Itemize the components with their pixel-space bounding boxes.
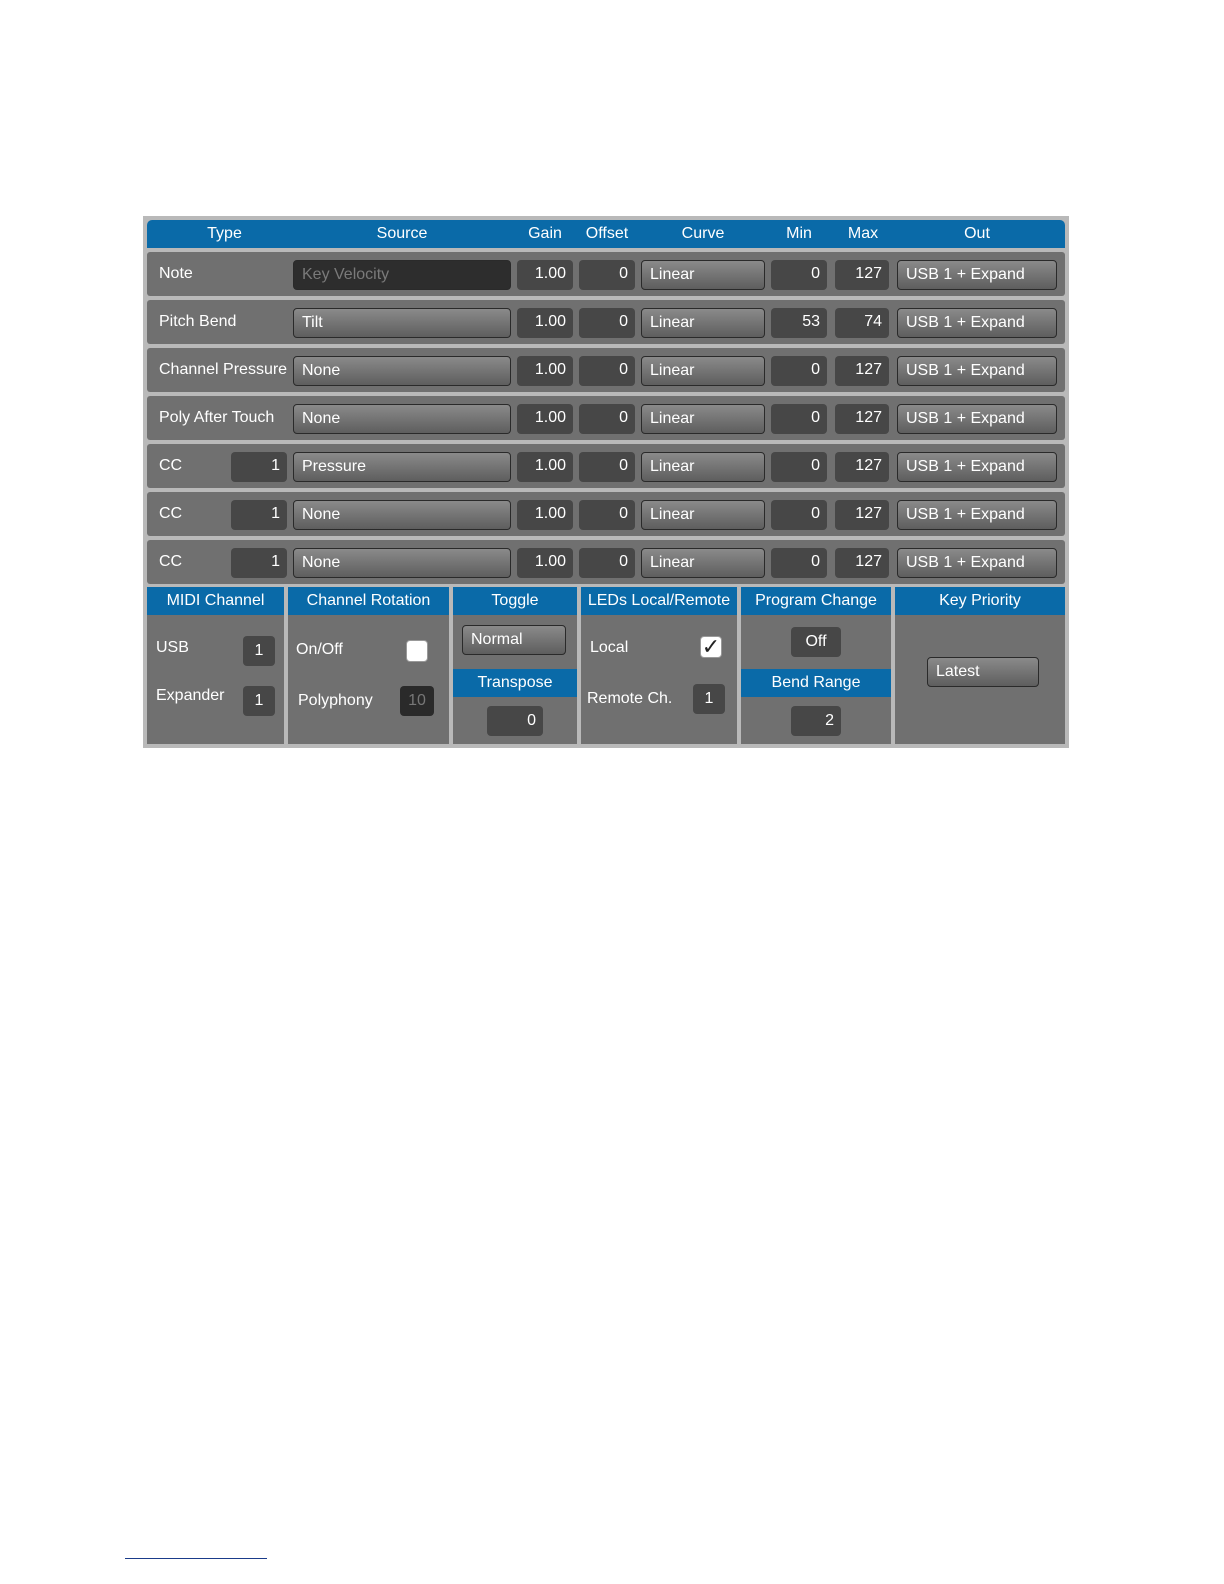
max-field[interactable]: 74: [835, 308, 889, 338]
curve-dropdown[interactable]: Linear: [641, 356, 765, 386]
row-type-label: Pitch Bend: [159, 313, 237, 330]
table-header: [147, 220, 1065, 248]
out-dropdown[interactable]: USB 1 + Expand: [897, 260, 1057, 290]
offset-field[interactable]: 0: [579, 452, 635, 482]
usb-channel-field[interactable]: 1: [243, 636, 275, 666]
row-type-label: Channel Pressure: [159, 361, 288, 378]
key-priority-dropdown[interactable]: Latest: [927, 657, 1039, 687]
min-field[interactable]: 0: [771, 500, 827, 530]
local-checkbox[interactable]: ✓: [701, 634, 721, 659]
out-dropdown[interactable]: USB 1 + Expand: [897, 356, 1057, 386]
offset-field[interactable]: 0: [579, 500, 635, 530]
midi-settings-panel: [143, 216, 1069, 748]
table-row: [147, 300, 1065, 344]
curve-dropdown[interactable]: Linear: [641, 548, 765, 578]
col-header-min: Min: [786, 225, 812, 242]
table-row: [147, 252, 1065, 296]
gain-field[interactable]: 1.00: [517, 500, 573, 530]
out-dropdown[interactable]: USB 1 + Expand: [897, 308, 1057, 338]
row-type-label: CC: [159, 457, 183, 474]
max-field[interactable]: 127: [835, 500, 889, 530]
program-change-field[interactable]: Off: [791, 627, 841, 657]
table-row: [147, 444, 1065, 488]
table-row: [147, 348, 1065, 392]
max-field[interactable]: 127: [835, 452, 889, 482]
expander-label: Expander: [156, 687, 225, 704]
source-dropdown[interactable]: None: [293, 404, 511, 434]
polyphony-label: Polyphony: [298, 692, 373, 709]
gain-field[interactable]: 1.00: [517, 548, 573, 578]
source-dropdown[interactable]: None: [293, 500, 511, 530]
min-field[interactable]: 0: [771, 548, 827, 578]
source-dropdown[interactable]: None: [293, 548, 511, 578]
offset-field[interactable]: 0: [579, 404, 635, 434]
footnote-rule: [125, 1558, 267, 1559]
out-dropdown[interactable]: USB 1 + Expand: [897, 548, 1057, 578]
transpose-field[interactable]: 0: [487, 706, 543, 736]
curve-dropdown[interactable]: Linear: [641, 308, 765, 338]
min-field[interactable]: 0: [771, 404, 827, 434]
expander-channel-field[interactable]: 1: [243, 686, 275, 716]
curve-dropdown[interactable]: Linear: [641, 260, 765, 290]
program-change-title: Program Change: [741, 587, 891, 615]
row-type-label: CC: [159, 505, 183, 522]
toggle-section: [453, 587, 577, 744]
offset-field[interactable]: 0: [579, 308, 635, 338]
leds-title: LEDs Local/Remote: [581, 587, 737, 615]
row-type-label: Poly After Touch: [159, 409, 275, 426]
leds-section: [581, 587, 737, 744]
row-type-label: Note: [159, 265, 193, 282]
min-field[interactable]: 53: [771, 308, 827, 338]
channel-rotation-section: [288, 587, 449, 744]
table-row: [147, 492, 1065, 536]
transpose-title: Transpose: [453, 669, 577, 697]
col-header-source: Source: [376, 225, 428, 242]
local-label: Local: [590, 639, 629, 656]
cc-number-field[interactable]: 1: [231, 500, 287, 530]
offset-field[interactable]: 0: [579, 260, 635, 290]
gain-field[interactable]: 1.00: [517, 308, 573, 338]
curve-dropdown[interactable]: Linear: [641, 452, 765, 482]
row-type-label: CC: [159, 553, 183, 570]
usb-label: USB: [156, 639, 189, 656]
remote-channel-field[interactable]: 1: [693, 684, 725, 714]
key-priority-title: Key Priority: [895, 587, 1065, 615]
gain-field[interactable]: 1.00: [517, 356, 573, 386]
min-field[interactable]: 0: [771, 356, 827, 386]
gain-field[interactable]: 1.00: [517, 404, 573, 434]
curve-dropdown[interactable]: Linear: [641, 404, 765, 434]
midi-channel-section: [147, 587, 284, 744]
gain-field[interactable]: 1.00: [517, 452, 573, 482]
col-header-out: Out: [964, 225, 990, 242]
polyphony-field[interactable]: 10: [400, 686, 434, 716]
col-header-gain: Gain: [528, 225, 562, 242]
remote-ch-label: Remote Ch.: [587, 690, 673, 707]
max-field[interactable]: 127: [835, 260, 889, 290]
table-row: [147, 540, 1065, 584]
toggle-mode-dropdown[interactable]: Normal: [462, 625, 566, 655]
offset-field[interactable]: 0: [579, 548, 635, 578]
max-field[interactable]: 127: [835, 548, 889, 578]
rotation-onoff-checkbox[interactable]: [406, 640, 428, 662]
col-header-offset: Offset: [585, 225, 629, 242]
source-dropdown[interactable]: Pressure: [293, 452, 511, 482]
bend-range-field[interactable]: 2: [791, 706, 841, 736]
gain-field[interactable]: 1.00: [517, 260, 573, 290]
offset-field[interactable]: 0: [579, 356, 635, 386]
col-header-max: Max: [847, 225, 879, 242]
out-dropdown[interactable]: USB 1 + Expand: [897, 500, 1057, 530]
min-field[interactable]: 0: [771, 260, 827, 290]
source-dropdown[interactable]: None: [293, 356, 511, 386]
out-dropdown[interactable]: USB 1 + Expand: [897, 404, 1057, 434]
table-row: [147, 396, 1065, 440]
out-dropdown[interactable]: USB 1 + Expand: [897, 452, 1057, 482]
key-priority-section: [895, 587, 1065, 744]
max-field[interactable]: 127: [835, 404, 889, 434]
program-change-section: [741, 587, 891, 744]
cc-number-field[interactable]: 1: [231, 452, 287, 482]
curve-dropdown[interactable]: Linear: [641, 500, 765, 530]
col-header-curve: Curve: [681, 225, 725, 242]
bend-range-title: Bend Range: [741, 669, 891, 697]
col-header-type: Type: [207, 225, 242, 242]
max-field[interactable]: 127: [835, 356, 889, 386]
source-dropdown[interactable]: Key Velocity: [293, 260, 511, 290]
cc-number-field[interactable]: 1: [231, 548, 287, 578]
min-field[interactable]: 0: [771, 452, 827, 482]
onoff-label: On/Off: [296, 641, 343, 658]
midi-channel-title: MIDI Channel: [147, 587, 284, 615]
source-dropdown[interactable]: Tilt: [293, 308, 511, 338]
toggle-title: Toggle: [453, 587, 577, 615]
channel-rotation-title: Channel Rotation: [288, 587, 449, 615]
